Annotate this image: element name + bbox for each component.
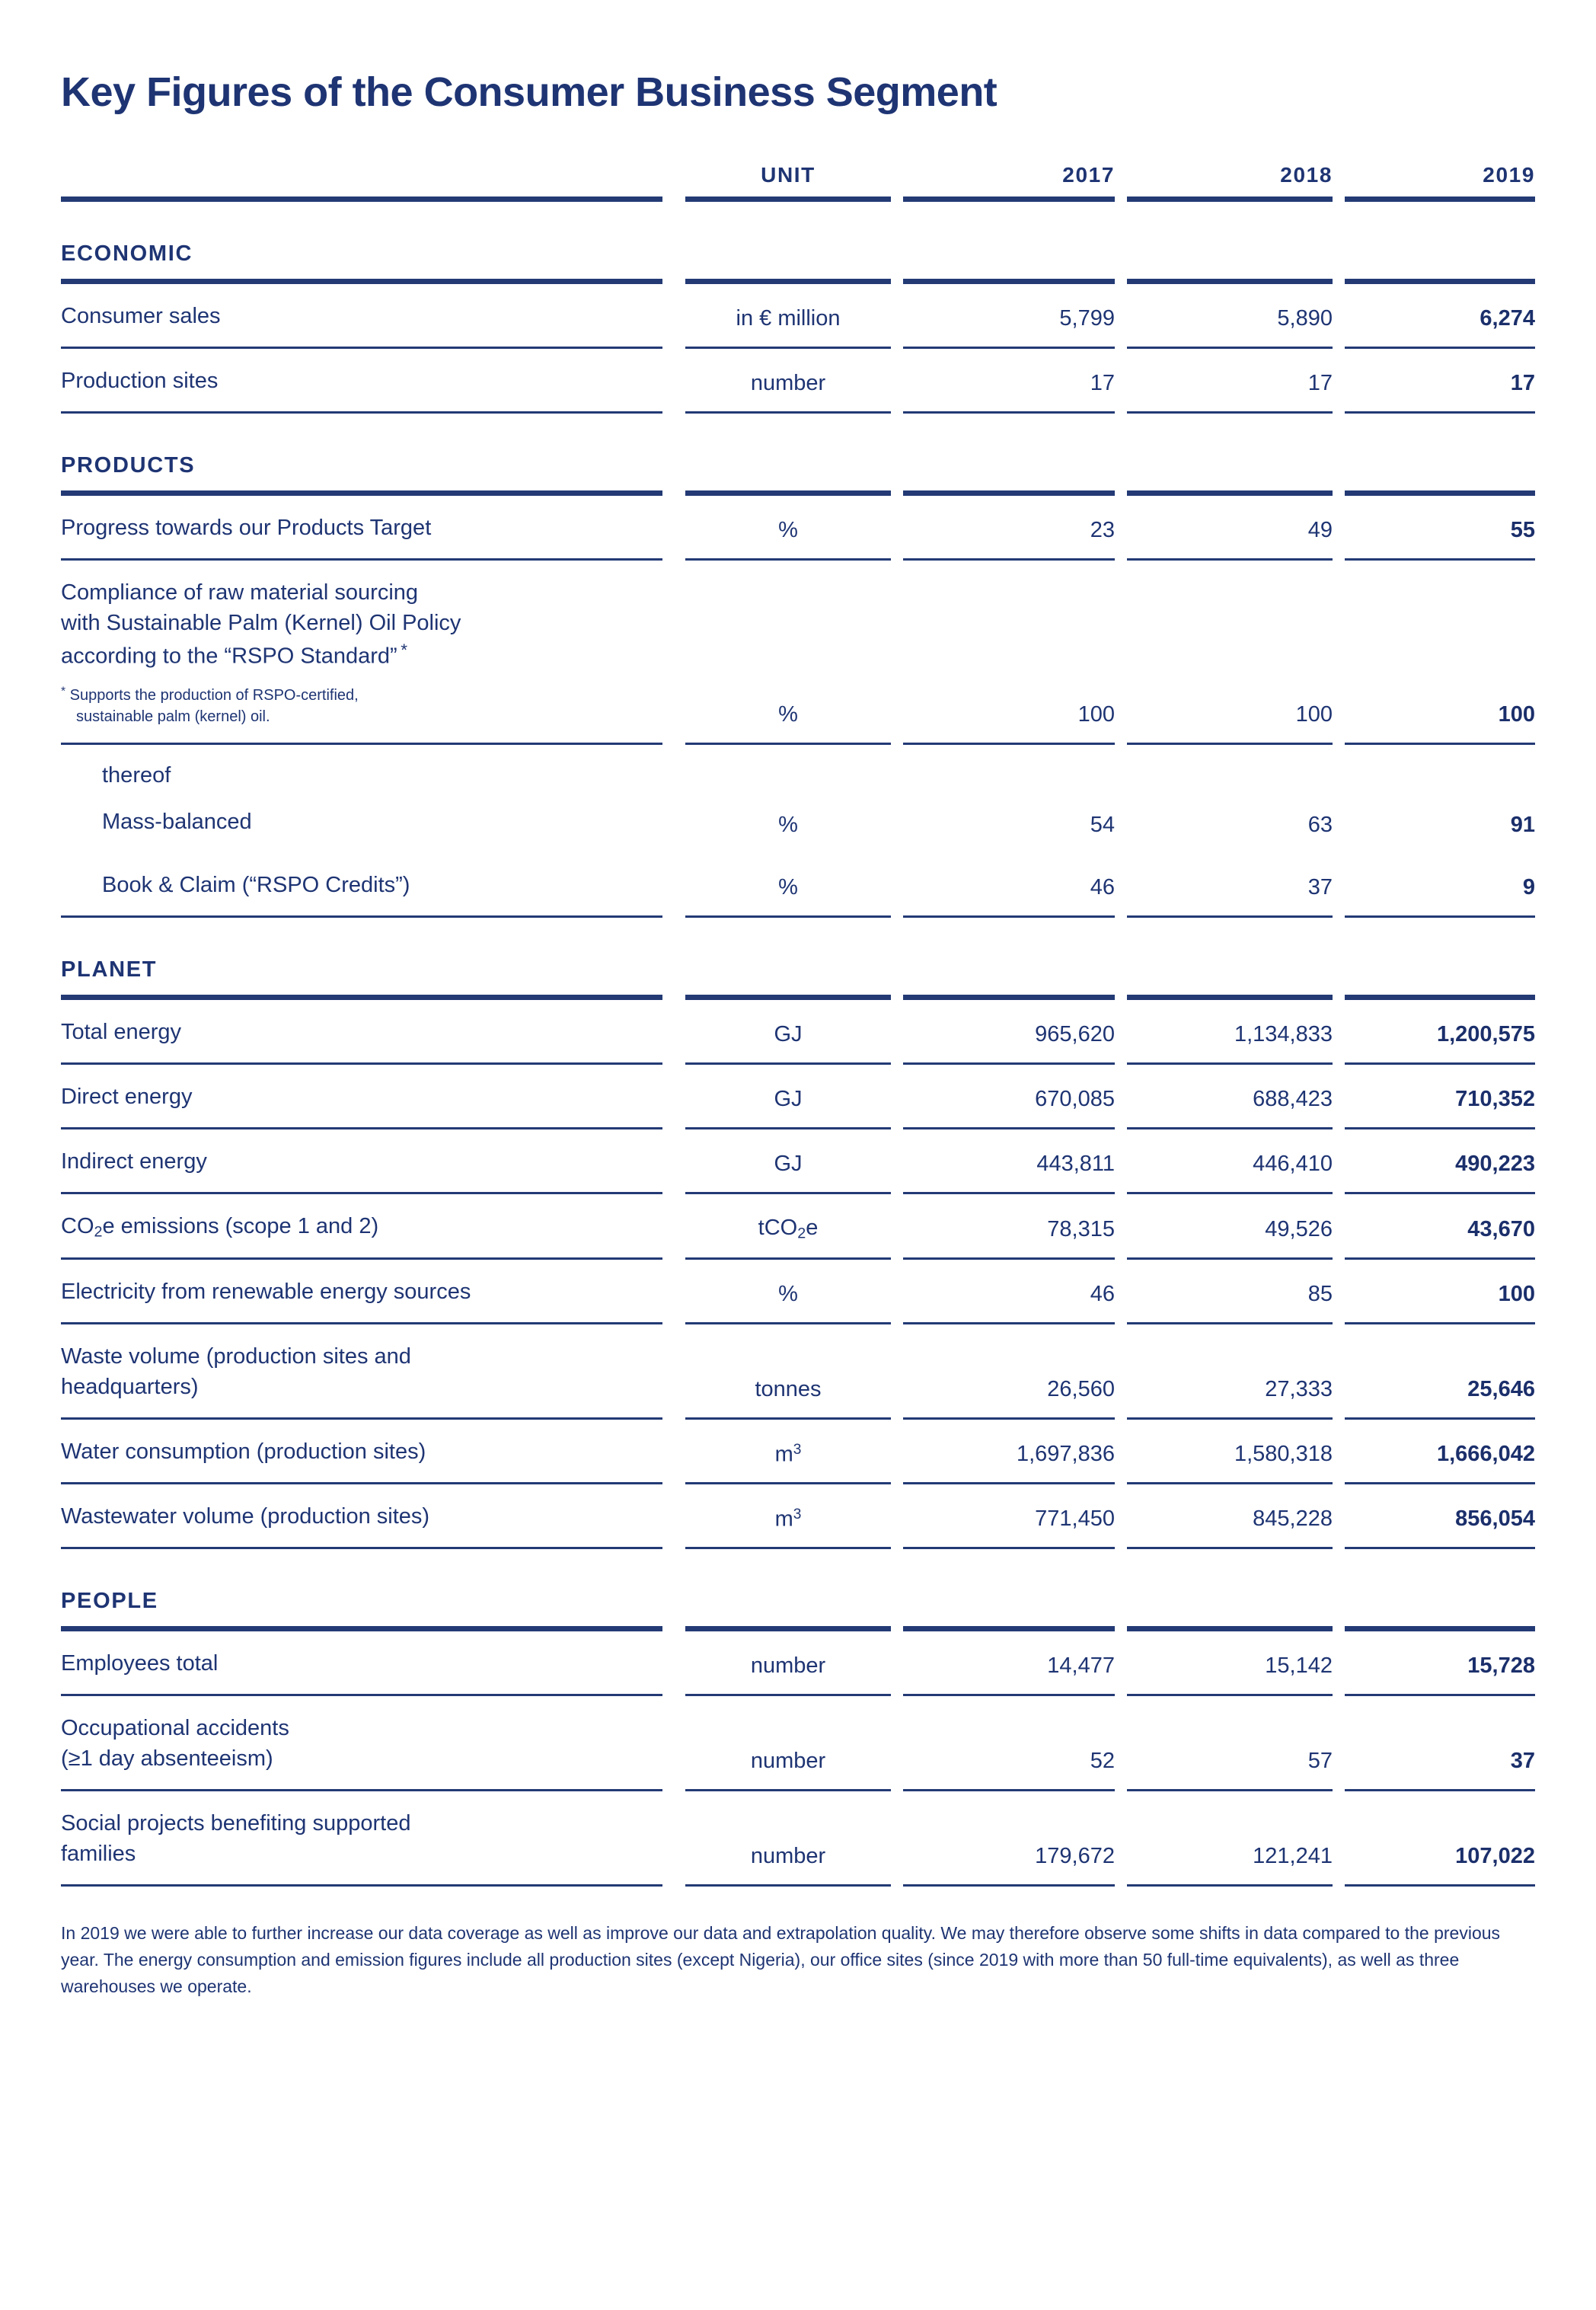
row-value-2018: 1,580,318	[1127, 1420, 1333, 1484]
row-value-2018: 15,142	[1127, 1631, 1333, 1696]
label-line-3: according to the “RSPO Standard”	[61, 644, 397, 669]
section-rule-2017	[903, 414, 1115, 496]
row-label: Mass-balanced	[102, 810, 252, 835]
row-unit: number	[685, 1631, 891, 1696]
column-header-row	[61, 163, 1535, 202]
row-value-2018: 49	[1127, 496, 1333, 561]
row-value-2019: 710,352	[1345, 1065, 1535, 1129]
row-value-2019: 25,646	[1345, 1324, 1535, 1420]
table-row	[61, 1631, 1535, 1696]
table-row-social-projects	[61, 1791, 1535, 1887]
row-label: Book & Claim (“RSPO Credits”)	[61, 853, 662, 918]
row-value-2017: 46	[903, 853, 1115, 918]
label-line-2: families	[61, 1842, 136, 1867]
footnote-marker: *	[397, 640, 407, 660]
row-value-2017: 17	[903, 349, 1115, 414]
section-rule-2018	[1127, 414, 1333, 496]
section-header-row-products	[61, 414, 1535, 496]
row-label-waste	[61, 1324, 662, 1420]
label-line-1: Waste volume (production sites and	[61, 1344, 411, 1369]
row-label: Direct energy	[61, 1065, 662, 1129]
section-heading-planet: PLANET	[61, 918, 662, 1000]
section-rule-2017	[903, 918, 1115, 1000]
row-value-2018: 57	[1127, 1696, 1333, 1791]
row-value-2019: 43,670	[1345, 1194, 1535, 1260]
row-value-2017: 443,811	[903, 1129, 1115, 1194]
row-value-2019: 107,022	[1345, 1791, 1535, 1887]
row-value-2018: 100	[1127, 561, 1333, 746]
row-value-2019: 100	[1345, 561, 1535, 746]
table-row-thereof	[61, 745, 1535, 790]
table-row-waste	[61, 1324, 1535, 1420]
row-value-2017: 5,799	[903, 284, 1115, 349]
row-label: Progress towards our Products Target	[61, 496, 662, 561]
row-value-2019: 55	[1345, 496, 1535, 561]
section-header-row-economic	[61, 202, 1535, 284]
label-line-2: headquarters)	[61, 1375, 199, 1400]
footnote-line-1: * Supports the production of RSPO-certified,	[61, 685, 359, 704]
section-rule-2018	[1127, 202, 1333, 284]
row-unit: number	[685, 349, 891, 414]
spacer	[891, 163, 903, 202]
row-value-2019: 1,200,575	[1345, 1000, 1535, 1065]
page-footnote: In 2019 we were able to further increase our data coverage as well as improve our data and extrapolation quality. We may therefore observe some shifts in data compared to the previous year. The energy consumption and emission figures include all production sites (except Nigeria), our office sites (since 2019 with more than 50 full-time equivalents), as well as three warehouses we operate.	[61, 1923, 1501, 1997]
row-value-2018: 845,228	[1127, 1484, 1333, 1549]
row-label: Electricity from renewable energy sources	[61, 1260, 662, 1324]
table-row-co2e	[61, 1194, 1535, 1260]
row-unit: number	[685, 1791, 891, 1887]
row-label-social-projects	[61, 1791, 662, 1887]
label-line-1: Compliance of raw material sourcing	[61, 580, 419, 605]
table-row-compliance	[61, 561, 1535, 746]
label-line-1: Occupational accidents	[61, 1716, 289, 1741]
row-value-2017: 179,672	[903, 1791, 1115, 1887]
section-rule-2019	[1345, 202, 1535, 284]
row-label: Wastewater volume (production sites)	[61, 1484, 662, 1549]
row-footnote	[61, 671, 662, 727]
row-unit: %	[685, 853, 891, 918]
row-value-2019: 17	[1345, 349, 1535, 414]
superscript-3: 3	[793, 1441, 802, 1458]
table-row	[61, 790, 1535, 852]
row-value-2018: 63	[1307, 812, 1333, 837]
row-unit-co2e: tCO$_2$e	[685, 1194, 891, 1260]
section-header-row-people	[61, 1549, 1535, 1631]
row-value-2017: 14,477	[903, 1631, 1115, 1696]
column-header-label	[61, 163, 662, 202]
table-row	[61, 1129, 1535, 1194]
row-label: Indirect energy	[61, 1129, 662, 1194]
section-rule-unit	[685, 414, 891, 496]
row-value-2019: 91	[1510, 812, 1535, 837]
row-value-2018: 446,410	[1127, 1129, 1333, 1194]
column-header-2019: 2019	[1345, 163, 1535, 202]
column-header-2018: 2018	[1127, 163, 1333, 202]
subscript-2: 2	[797, 1225, 806, 1242]
row-label: Total energy	[61, 1000, 662, 1065]
subscript-2: 2	[94, 1222, 103, 1240]
row-value-2017: 46	[903, 1260, 1115, 1324]
section-rule-2019	[1345, 414, 1535, 496]
section-rule-unit	[685, 202, 891, 284]
row-value-2019: 6,274	[1345, 284, 1535, 349]
section-heading-economic: ECONOMIC	[61, 202, 662, 284]
footnote-line-2: sustainable palm (kernel) oil.	[76, 708, 270, 726]
row-value-2017: 771,450	[903, 1484, 1115, 1549]
section-rule-2019	[1345, 1549, 1535, 1631]
row-value-2018: 1,134,833	[1127, 1000, 1333, 1065]
section-rule-2017	[903, 1549, 1115, 1631]
table-body	[61, 202, 1535, 1887]
row-label-compliance	[61, 561, 662, 746]
spacer	[1115, 163, 1127, 202]
table-row	[61, 284, 1535, 349]
label-line-1: Social projects benefiting supported	[61, 1811, 411, 1836]
label-line-2: with Sustainable Palm (Kernel) Oil Policy	[61, 610, 461, 635]
section-rule-unit	[685, 1549, 891, 1631]
row-unit: %	[778, 812, 798, 837]
row-label: Employees total	[61, 1631, 662, 1696]
row-value-2018: 688,423	[1127, 1065, 1333, 1129]
row-value-2017: 78,315	[903, 1194, 1115, 1260]
row-unit-cubic-metre: $m^3$	[685, 1484, 891, 1549]
row-value-2019: 1,666,042	[1345, 1420, 1535, 1484]
table-header	[61, 163, 1535, 202]
section-heading-people: PEOPLE	[61, 1549, 662, 1631]
row-unit: in € million	[685, 284, 891, 349]
row-value-2019: 100	[1345, 1260, 1535, 1324]
table-row	[61, 1260, 1535, 1324]
row-value-2017: 670,085	[903, 1065, 1115, 1129]
section-rule-2017	[903, 202, 1115, 284]
superscript-3: 3	[793, 1506, 802, 1522]
column-header-unit: UNIT	[685, 163, 891, 202]
row-label-accidents	[61, 1696, 662, 1791]
section-rule-2018	[1127, 918, 1333, 1000]
row-value-2017: 52	[903, 1696, 1115, 1791]
row-value-2017: 54	[1090, 812, 1115, 837]
table-row-accidents	[61, 1696, 1535, 1791]
row-value-2019: 490,223	[1345, 1129, 1535, 1194]
row-unit: %	[685, 561, 891, 746]
table-row	[61, 496, 1535, 561]
section-rule-2019	[1345, 918, 1535, 1000]
table-row	[61, 349, 1535, 414]
row-unit: tonnes	[685, 1324, 891, 1420]
row-unit: GJ	[685, 1065, 891, 1129]
table-row	[61, 1000, 1535, 1065]
subsection-heading-thereof: thereof	[102, 763, 171, 788]
section-header-row-planet	[61, 918, 1535, 1000]
row-unit: GJ	[685, 1000, 891, 1065]
row-value-2018: 37	[1127, 853, 1333, 918]
row-value-2019: 15,728	[1345, 1631, 1535, 1696]
row-unit: number	[685, 1696, 891, 1791]
row-unit: %	[685, 1260, 891, 1324]
section-heading-products: PRODUCTS	[61, 414, 662, 496]
section-rule-2018	[1127, 1549, 1333, 1631]
row-value-2017: 26,560	[903, 1324, 1115, 1420]
row-value-2018: 27,333	[1127, 1324, 1333, 1420]
spacer	[662, 163, 685, 202]
page-title: Key Figures of the Consumer Business Segment	[61, 69, 998, 116]
row-label: Production sites	[61, 349, 662, 414]
table-row-wastewater	[61, 1484, 1535, 1549]
table-row	[61, 1065, 1535, 1129]
row-value-2018: 17	[1127, 349, 1333, 414]
row-value-2019: 856,054	[1345, 1484, 1535, 1549]
row-value-2019: 9	[1345, 853, 1535, 918]
row-value-2017: 23	[903, 496, 1115, 561]
spacer	[1333, 163, 1345, 202]
row-value-2018: 49,526	[1127, 1194, 1333, 1260]
row-unit-cubic-metre: $m^3$	[685, 1420, 891, 1484]
column-header-2017: 2017	[903, 163, 1115, 202]
row-unit: %	[685, 496, 891, 561]
row-label: Consumer sales	[61, 284, 662, 349]
row-value-2018: 5,890	[1127, 284, 1333, 349]
row-value-2018: 121,241	[1127, 1791, 1333, 1887]
row-unit: GJ	[685, 1129, 891, 1194]
table-row	[61, 853, 1535, 918]
table-row-water	[61, 1420, 1535, 1484]
row-label-co2e: $CO_2e$ emissions (scope 1 and 2)	[61, 1194, 662, 1260]
row-value-2017: 100	[903, 561, 1115, 746]
row-value-2018: 85	[1127, 1260, 1333, 1324]
row-label: Water consumption (production sites)	[61, 1420, 662, 1484]
key-figures-table	[61, 163, 1535, 1887]
row-value-2019: 37	[1345, 1696, 1535, 1791]
row-value-2017: 1,697,836	[903, 1420, 1115, 1484]
section-rule-unit	[685, 918, 891, 1000]
label-line-2: (≥1 day absenteeism)	[61, 1746, 273, 1772]
row-value-2017: 965,620	[903, 1000, 1115, 1065]
